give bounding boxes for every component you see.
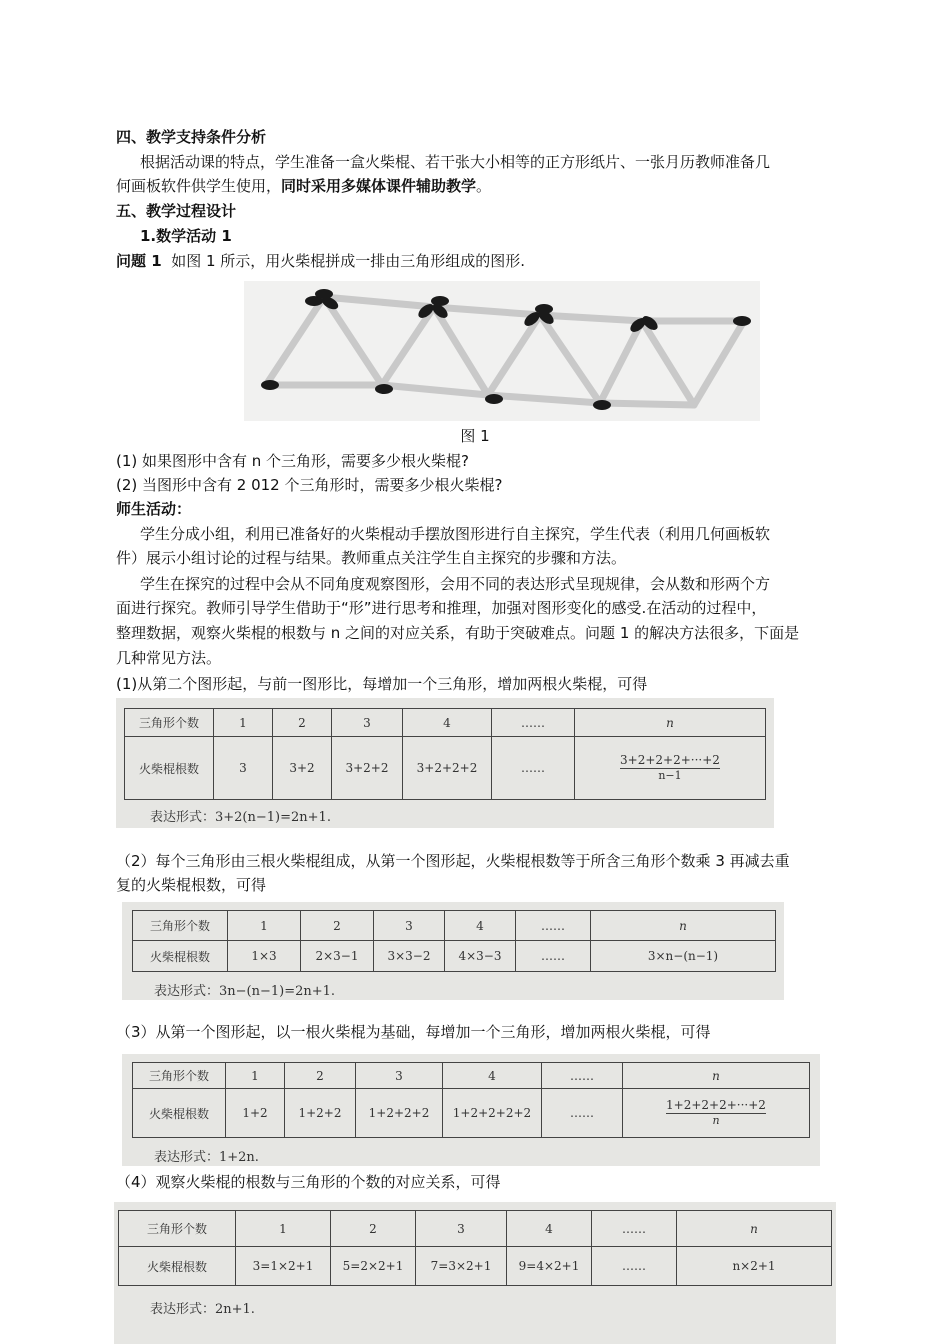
- activity-title: 1.数学活动 1: [140, 227, 232, 245]
- table-cell: 5=2×2+1: [331, 1247, 416, 1286]
- table-cell: 1+2+2+2+2: [443, 1089, 542, 1138]
- method4-table: [118, 1210, 832, 1286]
- method3-table-scan: [122, 1054, 820, 1166]
- table-cell: 4: [445, 911, 516, 941]
- table-cell: n: [677, 1211, 832, 1247]
- teacher-student-activity-heading: 师生活动：: [116, 500, 192, 518]
- underbrace-expression: [620, 753, 720, 783]
- section4-paragraph-line1: 根据活动课的特点，学生准备一盒火柴棍、若干张大小相等的正方形纸片、一张月历教师准备几: [140, 153, 771, 171]
- table-cell: 1: [236, 1211, 331, 1247]
- table-cell: 1+2+2+2: [356, 1089, 443, 1138]
- table-cell: 4: [443, 1063, 542, 1089]
- table-cell: n: [591, 911, 776, 941]
- question-1: (1) 如果图形中含有 n 个三角形，需要多少根火柴棍?: [116, 452, 470, 470]
- table-cell: 2: [331, 1211, 416, 1247]
- table-cell: 1+2: [226, 1089, 285, 1138]
- table-header-cell: 火柴棍根数: [133, 941, 228, 972]
- underbrace-sum: 1+2+2+2+···+2: [666, 1098, 766, 1112]
- activity-p1-line2: 件）展示小组讨论的过程与结果。教师重点关注学生自主探究的步骤和方法。: [116, 549, 627, 567]
- problem-text: 如图 1 所示，用火柴棍拼成一排由三角形组成的图形.: [171, 252, 526, 270]
- table-header-cell: 火柴棍根数: [125, 737, 214, 800]
- table-cell: 1+2+2: [285, 1089, 356, 1138]
- section4-plain-text: 何画板软件供学生使用，: [116, 177, 282, 195]
- method2-expression: 表达形式：3n−(n−1)=2n+1.: [154, 984, 336, 999]
- underbrace-sum: 3+2+2+2+···+2: [620, 753, 720, 767]
- table-cell: 3=1×2+1: [236, 1247, 331, 1286]
- method1-intro: (1)从第二个图形起，与前一图形比，每增加一个三角形，增加两根火柴棍，可得: [116, 675, 648, 693]
- table-cell: 3: [416, 1211, 507, 1247]
- table-cell: 2: [301, 911, 374, 941]
- table-cell: 3+2: [273, 737, 332, 800]
- table-cell: [623, 1089, 810, 1138]
- table-cell: 1×3: [228, 941, 301, 972]
- table-cell: 4: [403, 709, 492, 737]
- table-cell: ……: [592, 1247, 677, 1286]
- underbrace-expression: [666, 1098, 766, 1128]
- table-cell: 2×3−1: [301, 941, 374, 972]
- table-header-cell: 三角形个数: [125, 709, 214, 737]
- table-cell: 3: [374, 911, 445, 941]
- underbrace-count: n: [712, 1114, 720, 1127]
- method1-table: [124, 708, 766, 800]
- table-cell: 2: [285, 1063, 356, 1089]
- table-cell: n: [575, 709, 766, 737]
- method2-intro-line2: 复的火柴棍根数，可得: [116, 876, 267, 894]
- method2-intro-line1: （2）每个三角形由三根火柴棍组成，从第一个图形起，火柴棍根数等于所含三角形个数乘 3 再减去重: [116, 852, 790, 870]
- question-2: (2) 当图形中含有 2 012 个三角形时，需要多少根火柴棍?: [116, 476, 503, 494]
- activity-p2-line2: 面进行探究。教师引导学生借助于“形”进行思考和推理，加强对图形变化的感受.在活动的过程中，: [116, 599, 767, 617]
- table-cell: n×2+1: [677, 1247, 832, 1286]
- method1-table-scan: [116, 698, 774, 828]
- method2-table: [132, 910, 776, 972]
- table-cell: 3: [214, 737, 273, 800]
- table-cell: 9=4×2+1: [507, 1247, 592, 1286]
- method1-expression: 表达形式：3+2(n−1)=2n+1.: [150, 810, 331, 825]
- table-cell: n: [623, 1063, 810, 1089]
- table-cell: ……: [492, 737, 575, 800]
- table-cell: ……: [516, 911, 591, 941]
- table-header-cell: 三角形个数: [133, 911, 228, 941]
- table-header-cell: 火柴棍根数: [133, 1089, 226, 1138]
- table-cell: 3: [356, 1063, 443, 1089]
- table-cell: ……: [492, 709, 575, 737]
- section4-bold-text: 同时采用多媒体课件辅助教学: [281, 177, 477, 195]
- table-cell: 2: [273, 709, 332, 737]
- table-cell: 3+2+2: [332, 737, 403, 800]
- figure-caption: 图 1: [460, 427, 490, 445]
- table-cell: 3: [332, 709, 403, 737]
- underbrace-count: n−1: [658, 769, 682, 782]
- table-cell: ……: [542, 1063, 623, 1089]
- section5-heading: 五、教学过程设计: [116, 202, 237, 220]
- method4-intro: （4）观察火柴棍的根数与三角形的个数的对应关系，可得: [116, 1173, 501, 1191]
- method3-expression: 表达形式：1+2n.: [154, 1150, 259, 1165]
- method3-intro: （3）从第一个图形起，以一根火柴棍为基础，每增加一个三角形，增加两根火柴棍，可得: [116, 1023, 711, 1041]
- table-cell: 3+2+2+2: [403, 737, 492, 800]
- method2-table-scan: [122, 902, 784, 1000]
- table-cell: 4×3−3: [445, 941, 516, 972]
- activity-p2-line1: 学生在探究的过程中会从不同角度观察图形，会用不同的表达形式呈现规律，会从数和形两个方: [140, 575, 771, 593]
- table-header-cell: 火柴棍根数: [119, 1247, 236, 1286]
- table-cell: 3×3−2: [374, 941, 445, 972]
- table-cell: ……: [592, 1211, 677, 1247]
- problem-statement: [116, 250, 840, 272]
- matchstick-triangles-drawing: [244, 281, 760, 421]
- table-cell: 7=3×2+1: [416, 1247, 507, 1286]
- activity-p1-line1: 学生分成小组，利用已准备好的火柴棍动手摆放图形进行自主探究，学生代表（利用几何画板软: [140, 525, 771, 543]
- matchstick-figure: [244, 281, 760, 421]
- activity-p2-line3: 整理数据，观察火柴棍的根数与 n 之间的对应关系，有助于突破难点。问题 1 的解决方法很多，下面是: [116, 624, 800, 642]
- table-header-cell: 三角形个数: [119, 1211, 236, 1247]
- table-cell: 1: [214, 709, 273, 737]
- table-header-cell: 三角形个数: [133, 1063, 226, 1089]
- problem-label: 问题 1: [116, 252, 162, 270]
- method4-table-scan: [114, 1202, 836, 1344]
- table-cell: [575, 737, 766, 800]
- table-cell: 4: [507, 1211, 592, 1247]
- activity-p2-line4: 几种常见方法。: [116, 649, 222, 667]
- method3-table: [132, 1062, 810, 1138]
- table-cell: ……: [542, 1089, 623, 1138]
- table-cell: 1: [228, 911, 301, 941]
- section4-period: 。: [476, 177, 492, 195]
- method4-expression: 表达形式：2n+1.: [150, 1302, 255, 1317]
- section4-paragraph-line2: [116, 175, 840, 197]
- table-cell: ……: [516, 941, 591, 972]
- section4-heading: 四、教学支持条件分析: [116, 128, 267, 146]
- table-cell: 3×n−(n−1): [591, 941, 776, 972]
- table-cell: 1: [226, 1063, 285, 1089]
